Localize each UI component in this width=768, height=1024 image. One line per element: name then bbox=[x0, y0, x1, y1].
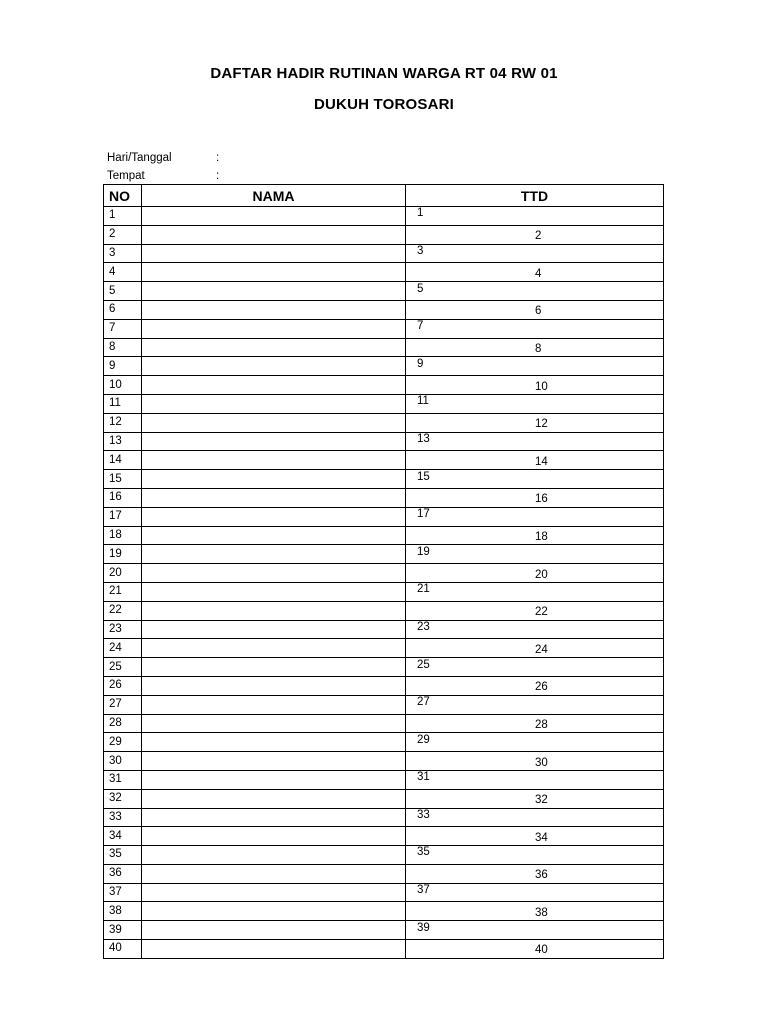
cell-nama[interactable] bbox=[142, 470, 406, 489]
ttd-number: 17 bbox=[417, 508, 430, 521]
table-row bbox=[104, 319, 664, 338]
cell-no: 37 bbox=[104, 883, 142, 902]
ttd-number: 26 bbox=[535, 681, 548, 694]
table-row bbox=[104, 733, 664, 752]
cell-nama[interactable] bbox=[142, 620, 406, 639]
cell-ttd[interactable] bbox=[406, 940, 664, 959]
cell-nama[interactable] bbox=[142, 244, 406, 263]
cell-nama[interactable] bbox=[142, 207, 406, 226]
cell-no: 39 bbox=[104, 921, 142, 940]
ttd-number: 23 bbox=[417, 620, 430, 633]
table-row bbox=[104, 300, 664, 319]
cell-no: 14 bbox=[104, 451, 142, 470]
cell-nama[interactable] bbox=[142, 357, 406, 376]
cell-nama[interactable] bbox=[142, 940, 406, 959]
cell-nama[interactable] bbox=[142, 902, 406, 921]
cell-ttd[interactable] bbox=[406, 808, 664, 827]
cell-nama[interactable] bbox=[142, 319, 406, 338]
cell-ttd[interactable] bbox=[406, 846, 664, 865]
ttd-number: 2 bbox=[535, 230, 542, 243]
cell-nama[interactable] bbox=[142, 507, 406, 526]
table-row bbox=[104, 770, 664, 789]
table-row bbox=[104, 902, 664, 921]
cell-no: 26 bbox=[104, 676, 142, 695]
ttd-number: 31 bbox=[417, 771, 430, 784]
table-row bbox=[104, 376, 664, 395]
cell-nama[interactable] bbox=[142, 601, 406, 620]
cell-nama[interactable] bbox=[142, 733, 406, 752]
cell-ttd[interactable] bbox=[406, 319, 664, 338]
table-row bbox=[104, 808, 664, 827]
cell-nama[interactable] bbox=[142, 282, 406, 301]
cell-ttd[interactable] bbox=[406, 582, 664, 601]
cell-nama[interactable] bbox=[142, 639, 406, 658]
cell-nama[interactable] bbox=[142, 225, 406, 244]
ttd-number: 34 bbox=[535, 831, 548, 844]
cell-ttd[interactable] bbox=[406, 921, 664, 940]
header-ttd: TTD bbox=[406, 185, 664, 207]
cell-nama[interactable] bbox=[142, 376, 406, 395]
cell-ttd[interactable] bbox=[406, 658, 664, 677]
cell-nama[interactable] bbox=[142, 564, 406, 583]
cell-no: 22 bbox=[104, 601, 142, 620]
table-row bbox=[104, 507, 664, 526]
cell-ttd[interactable] bbox=[406, 244, 664, 263]
ttd-number: 5 bbox=[417, 282, 424, 295]
cell-ttd[interactable] bbox=[406, 526, 664, 545]
cell-no: 17 bbox=[104, 507, 142, 526]
cell-ttd[interactable] bbox=[406, 733, 664, 752]
cell-ttd[interactable] bbox=[406, 470, 664, 489]
cell-no: 20 bbox=[104, 564, 142, 583]
cell-ttd[interactable] bbox=[406, 207, 664, 226]
meta-label: Tempat bbox=[107, 170, 145, 182]
table-row bbox=[104, 263, 664, 282]
ttd-number: 4 bbox=[535, 267, 542, 280]
cell-ttd[interactable] bbox=[406, 714, 664, 733]
table-row bbox=[104, 526, 664, 545]
table-row bbox=[104, 357, 664, 376]
ttd-number: 32 bbox=[535, 794, 548, 807]
header-nama: NAMA bbox=[142, 185, 406, 207]
cell-no: 29 bbox=[104, 733, 142, 752]
cell-ttd[interactable] bbox=[406, 376, 664, 395]
cell-ttd[interactable] bbox=[406, 507, 664, 526]
cell-no: 21 bbox=[104, 582, 142, 601]
table-row bbox=[104, 244, 664, 263]
table-row bbox=[104, 658, 664, 677]
cell-no: 31 bbox=[104, 770, 142, 789]
cell-ttd[interactable] bbox=[406, 564, 664, 583]
ttd-number: 35 bbox=[417, 846, 430, 859]
cell-nama[interactable] bbox=[142, 394, 406, 413]
cell-no: 7 bbox=[104, 319, 142, 338]
cell-nama[interactable] bbox=[142, 263, 406, 282]
table-row bbox=[104, 940, 664, 959]
cell-no: 6 bbox=[104, 300, 142, 319]
table-row bbox=[104, 883, 664, 902]
cell-no: 1 bbox=[104, 207, 142, 226]
cell-nama[interactable] bbox=[142, 488, 406, 507]
ttd-number: 18 bbox=[535, 530, 548, 543]
table-row bbox=[104, 451, 664, 470]
meta-row-tempat bbox=[107, 168, 219, 184]
cell-no: 40 bbox=[104, 940, 142, 959]
cell-no: 38 bbox=[104, 902, 142, 921]
table-row bbox=[104, 432, 664, 451]
cell-nama[interactable] bbox=[142, 921, 406, 940]
cell-nama[interactable] bbox=[142, 451, 406, 470]
meta-separator: : bbox=[216, 170, 220, 182]
cell-ttd[interactable] bbox=[406, 695, 664, 714]
ttd-number: 1 bbox=[417, 207, 424, 220]
ttd-number: 27 bbox=[417, 696, 430, 709]
cell-ttd[interactable] bbox=[406, 338, 664, 357]
table-row bbox=[104, 714, 664, 733]
ttd-number: 9 bbox=[417, 357, 424, 370]
cell-ttd[interactable] bbox=[406, 676, 664, 695]
cell-ttd[interactable] bbox=[406, 752, 664, 771]
cell-no: 2 bbox=[104, 225, 142, 244]
cell-no: 9 bbox=[104, 357, 142, 376]
table-row bbox=[104, 545, 664, 564]
table-row bbox=[104, 695, 664, 714]
table-row bbox=[104, 207, 664, 226]
cell-nama[interactable] bbox=[142, 752, 406, 771]
cell-ttd[interactable] bbox=[406, 902, 664, 921]
table-row bbox=[104, 564, 664, 583]
table-row bbox=[104, 394, 664, 413]
cell-ttd[interactable] bbox=[406, 300, 664, 319]
cell-nama[interactable] bbox=[142, 695, 406, 714]
document-subtitle: DUKUH TOROSARI bbox=[313, 96, 455, 113]
cell-no: 3 bbox=[104, 244, 142, 263]
cell-no: 16 bbox=[104, 488, 142, 507]
table-row bbox=[104, 864, 664, 883]
cell-nama[interactable] bbox=[142, 338, 406, 357]
cell-no: 13 bbox=[104, 432, 142, 451]
ttd-number: 21 bbox=[417, 583, 430, 596]
table-row bbox=[104, 582, 664, 601]
ttd-number: 36 bbox=[535, 869, 548, 882]
ttd-number: 14 bbox=[535, 455, 548, 468]
cell-nama[interactable] bbox=[142, 864, 406, 883]
ttd-number: 24 bbox=[535, 643, 548, 656]
cell-nama[interactable] bbox=[142, 300, 406, 319]
cell-no: 24 bbox=[104, 639, 142, 658]
cell-ttd[interactable] bbox=[406, 225, 664, 244]
cell-nama[interactable] bbox=[142, 526, 406, 545]
cell-ttd[interactable] bbox=[406, 357, 664, 376]
ttd-number: 19 bbox=[417, 545, 430, 558]
cell-ttd[interactable] bbox=[406, 789, 664, 808]
table-row bbox=[104, 488, 664, 507]
cell-ttd[interactable] bbox=[406, 770, 664, 789]
cell-no: 8 bbox=[104, 338, 142, 357]
ttd-number: 30 bbox=[535, 756, 548, 769]
cell-nama[interactable] bbox=[142, 827, 406, 846]
cell-no: 15 bbox=[104, 470, 142, 489]
cell-no: 27 bbox=[104, 695, 142, 714]
cell-ttd[interactable] bbox=[406, 282, 664, 301]
cell-ttd[interactable] bbox=[406, 827, 664, 846]
ttd-number: 8 bbox=[535, 342, 542, 355]
ttd-number: 6 bbox=[535, 305, 542, 318]
ttd-number: 7 bbox=[417, 320, 424, 333]
ttd-number: 12 bbox=[535, 418, 548, 431]
cell-no: 33 bbox=[104, 808, 142, 827]
cell-ttd[interactable] bbox=[406, 488, 664, 507]
table-row bbox=[104, 601, 664, 620]
cell-ttd[interactable] bbox=[406, 639, 664, 658]
ttd-number: 11 bbox=[417, 395, 429, 408]
cell-no: 4 bbox=[104, 263, 142, 282]
ttd-number: 29 bbox=[417, 733, 430, 746]
table-row bbox=[104, 676, 664, 695]
header-no: NO bbox=[104, 185, 142, 207]
cell-nama[interactable] bbox=[142, 582, 406, 601]
cell-no: 36 bbox=[104, 864, 142, 883]
cell-ttd[interactable] bbox=[406, 263, 664, 282]
cell-no: 23 bbox=[104, 620, 142, 639]
ttd-number: 40 bbox=[535, 944, 548, 957]
cell-ttd[interactable] bbox=[406, 451, 664, 470]
cell-nama[interactable] bbox=[142, 545, 406, 564]
cell-ttd[interactable] bbox=[406, 432, 664, 451]
cell-nama[interactable] bbox=[142, 432, 406, 451]
table-header-row bbox=[104, 185, 664, 207]
table-row bbox=[104, 282, 664, 301]
ttd-number: 3 bbox=[417, 244, 424, 257]
cell-ttd[interactable] bbox=[406, 413, 664, 432]
cell-no: 19 bbox=[104, 545, 142, 564]
ttd-number: 33 bbox=[417, 808, 430, 821]
attendance-table bbox=[103, 184, 664, 959]
table-row bbox=[104, 789, 664, 808]
table-row bbox=[104, 921, 664, 940]
cell-nama[interactable] bbox=[142, 883, 406, 902]
cell-ttd[interactable] bbox=[406, 864, 664, 883]
ttd-number: 22 bbox=[535, 606, 548, 619]
cell-ttd[interactable] bbox=[406, 545, 664, 564]
table-row bbox=[104, 827, 664, 846]
cell-no: 5 bbox=[104, 282, 142, 301]
cell-ttd[interactable] bbox=[406, 601, 664, 620]
cell-ttd[interactable] bbox=[406, 394, 664, 413]
cell-nama[interactable] bbox=[142, 770, 406, 789]
meta-label: Hari/Tanggal bbox=[107, 152, 172, 164]
cell-nama[interactable] bbox=[142, 413, 406, 432]
cell-no: 12 bbox=[104, 413, 142, 432]
table-row bbox=[104, 225, 664, 244]
cell-no: 25 bbox=[104, 658, 142, 677]
cell-no: 35 bbox=[104, 846, 142, 865]
table-row bbox=[104, 338, 664, 357]
ttd-number: 20 bbox=[535, 568, 548, 581]
ttd-number: 25 bbox=[417, 658, 430, 671]
ttd-number: 10 bbox=[535, 380, 548, 393]
cell-no: 11 bbox=[104, 394, 142, 413]
cell-no: 32 bbox=[104, 789, 142, 808]
table-body bbox=[104, 207, 664, 959]
ttd-number: 16 bbox=[535, 493, 548, 506]
cell-nama[interactable] bbox=[142, 658, 406, 677]
document-title: DAFTAR HADIR RUTINAN WARGA RT 04 RW 01 bbox=[210, 65, 558, 82]
table-row bbox=[104, 752, 664, 771]
table-row bbox=[104, 413, 664, 432]
cell-no: 34 bbox=[104, 827, 142, 846]
meta-row-hari-tanggal bbox=[107, 150, 219, 166]
ttd-number: 39 bbox=[417, 921, 430, 934]
table-row bbox=[104, 639, 664, 658]
cell-no: 10 bbox=[104, 376, 142, 395]
cell-no: 28 bbox=[104, 714, 142, 733]
ttd-number: 38 bbox=[535, 906, 548, 919]
ttd-number: 13 bbox=[417, 432, 430, 445]
table-row bbox=[104, 846, 664, 865]
ttd-number: 28 bbox=[535, 718, 548, 731]
table-row bbox=[104, 470, 664, 489]
cell-no: 30 bbox=[104, 752, 142, 771]
cell-no: 18 bbox=[104, 526, 142, 545]
cell-nama[interactable] bbox=[142, 676, 406, 695]
cell-ttd[interactable] bbox=[406, 883, 664, 902]
ttd-number: 37 bbox=[417, 884, 430, 897]
meta-separator: : bbox=[216, 152, 220, 164]
cell-nama[interactable] bbox=[142, 714, 406, 733]
ttd-number: 15 bbox=[417, 470, 430, 483]
cell-ttd[interactable] bbox=[406, 620, 664, 639]
cell-nama[interactable] bbox=[142, 789, 406, 808]
table-row bbox=[104, 620, 664, 639]
cell-nama[interactable] bbox=[142, 808, 406, 827]
cell-nama[interactable] bbox=[142, 846, 406, 865]
